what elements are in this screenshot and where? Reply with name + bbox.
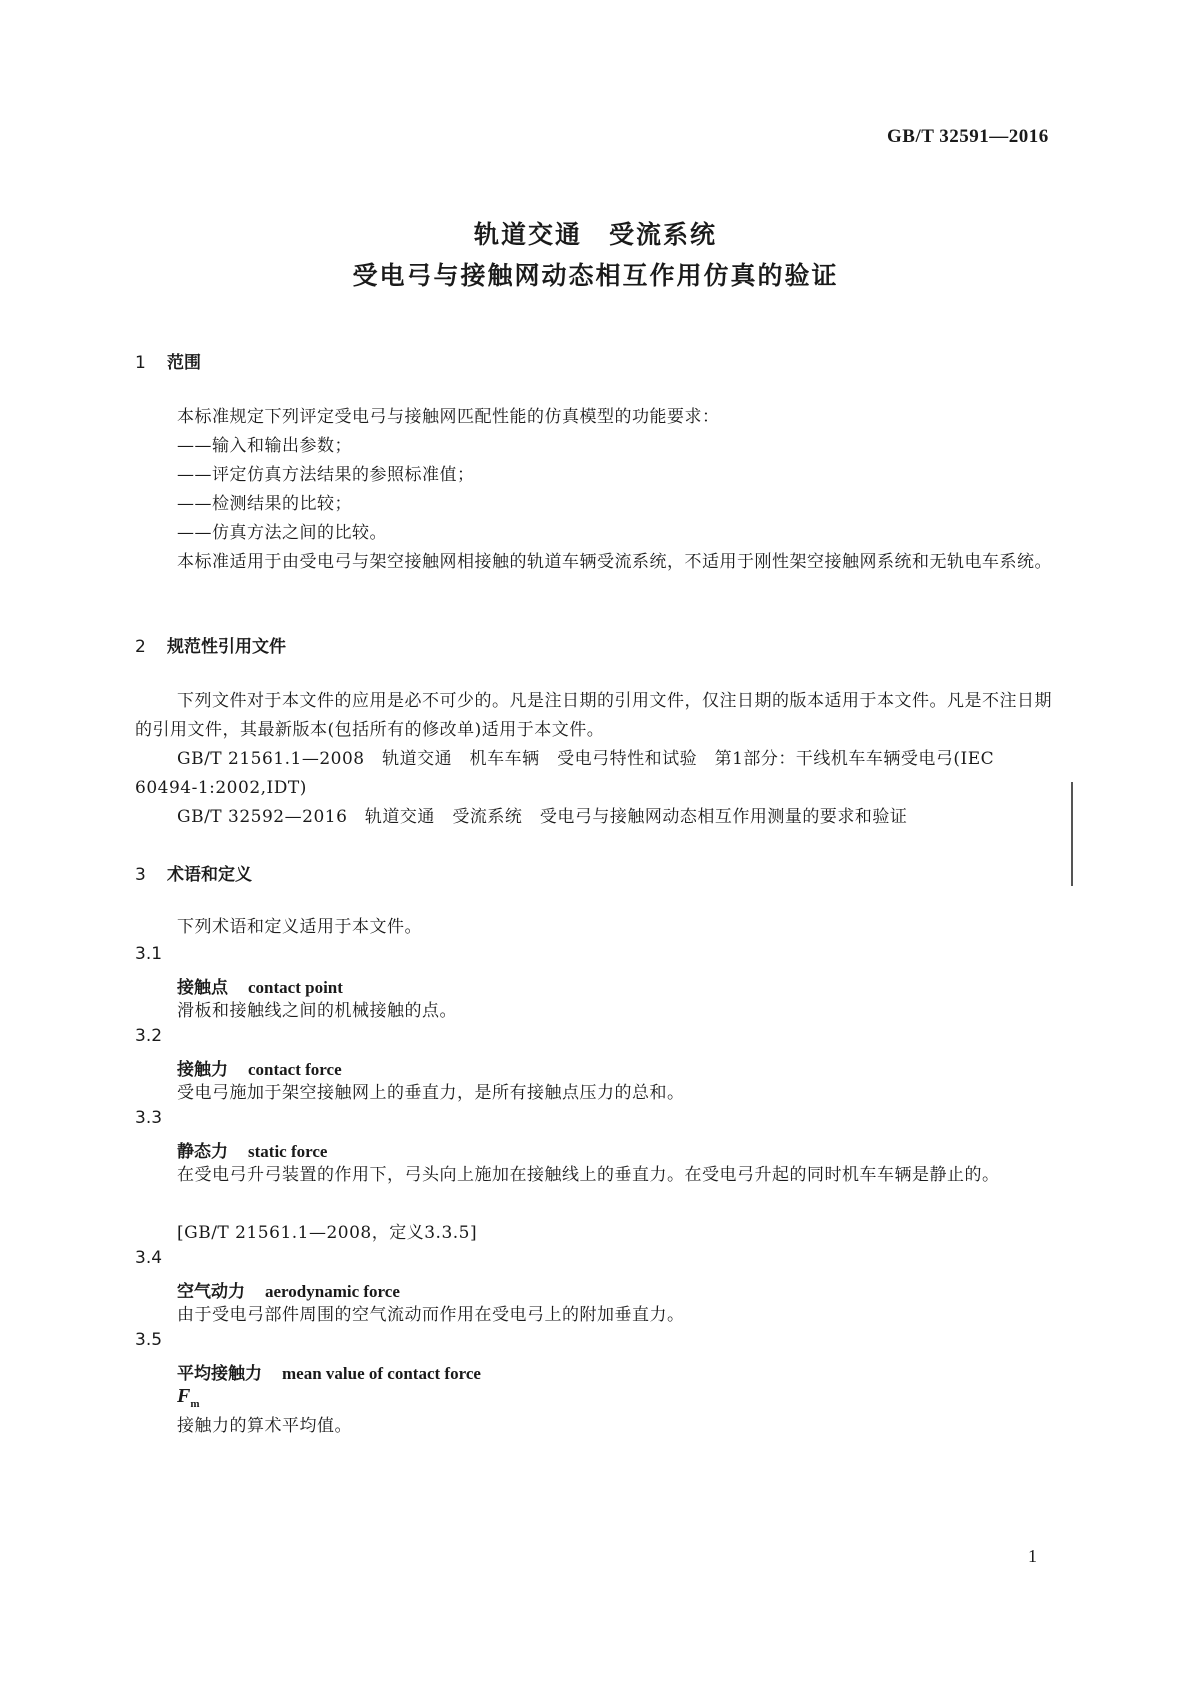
scope-item: ——检测结果的比较； xyxy=(177,494,352,514)
section-number: 1 xyxy=(135,353,146,373)
term-heading xyxy=(177,1359,481,1384)
term-en: aerodynamic force xyxy=(265,1282,400,1301)
document-title-line1: 轨道交通 受流系统 xyxy=(473,220,717,249)
term-cn: 空气动力 xyxy=(177,1282,245,1302)
normative-reference: GB/T 21561.1—2008 轨道交通 机车车辆 受电弓特性和试验 第1部分：干线机车车辆受电弓(IEC 60494-1:2002,IDT) xyxy=(135,749,995,798)
term-definition: 滑板和接触线之间的机械接触的点。 xyxy=(177,1001,457,1021)
term-symbol xyxy=(177,1385,200,1410)
scope-item: ——输入和输出参数； xyxy=(177,436,352,456)
symbol-letter: F xyxy=(177,1385,191,1407)
term-definition: 接触力的算术平均值。 xyxy=(177,1416,352,1436)
scope-applicability: 本标准适用于由受电弓与架空接触网相接触的轨道车辆受流系统，不适用于刚性架空接触网系统和无轨电车系统。 xyxy=(177,552,1052,572)
term-definition: 受电弓施加于架空接触网上的垂直力，是所有接触点压力的总和。 xyxy=(177,1083,685,1103)
term-heading xyxy=(177,1137,327,1162)
term-source: [GB/T 21561.1—2008，定义3.3.5] xyxy=(177,1223,478,1243)
term-en: contact force xyxy=(248,1060,342,1079)
term-cn: 平均接触力 xyxy=(177,1364,262,1384)
page-number: 1 xyxy=(1028,1546,1037,1566)
section-title: 规范性引用文件 xyxy=(167,637,286,657)
term-cn: 接触点 xyxy=(177,978,228,998)
symbol-subscript: m xyxy=(190,1398,200,1410)
term-en: mean value of contact force xyxy=(282,1364,481,1383)
term-cn: 接触力 xyxy=(177,1060,228,1080)
standard-code: GB/T 32591—2016 xyxy=(887,126,1049,147)
term-definition: 在受电弓升弓装置的作用下，弓头向上施加在接触线上的垂直力。在受电弓升起的同时机车车辆是静止的。 xyxy=(177,1165,1000,1185)
section-title: 范围 xyxy=(167,353,201,373)
scope-intro: 本标准规定下列评定受电弓与接触网匹配性能的仿真模型的功能要求： xyxy=(177,407,720,427)
term-definition: 由于受电弓部件周围的空气流动而作用在受电弓上的附加垂直力。 xyxy=(177,1305,685,1325)
section-heading-scope xyxy=(135,348,201,373)
clause-number: 3.2 xyxy=(135,1026,163,1046)
term-cn: 静态力 xyxy=(177,1142,228,1162)
document-title-line2: 受电弓与接触网动态相互作用仿真的验证 xyxy=(352,261,839,290)
terms-intro: 下列术语和定义适用于本文件。 xyxy=(177,917,422,937)
change-bar xyxy=(1071,782,1073,886)
term-heading xyxy=(177,1055,342,1080)
section-heading-normative-references xyxy=(135,632,286,657)
scope-item: ——仿真方法之间的比较。 xyxy=(177,523,387,543)
section-number: 3 xyxy=(135,865,146,885)
scope-item: ——评定仿真方法结果的参照标准值； xyxy=(177,465,475,485)
clause-number: 3.4 xyxy=(135,1248,163,1268)
term-en: contact point xyxy=(248,978,343,997)
normative-reference: GB/T 32592—2016 轨道交通 受流系统 受电弓与接触网动态相互作用测量的要求和验证 xyxy=(177,807,908,827)
clause-number: 3.5 xyxy=(135,1330,163,1350)
normative-intro: 下列文件对于本文件的应用是必不可少的。凡是注日期的引用文件，仅注日期的版本适用于本文件。凡是不注日期的引用文件，其最新版本(包括所有的修改单)适用于本文件。 xyxy=(135,691,1052,740)
term-en: static force xyxy=(248,1142,328,1161)
section-title: 术语和定义 xyxy=(167,865,252,885)
term-heading xyxy=(177,1277,400,1302)
term-heading xyxy=(177,973,343,998)
clause-number: 3.3 xyxy=(135,1108,163,1128)
section-number: 2 xyxy=(135,637,146,657)
clause-number: 3.1 xyxy=(135,944,163,964)
section-heading-terms-and-definitions xyxy=(135,860,252,885)
